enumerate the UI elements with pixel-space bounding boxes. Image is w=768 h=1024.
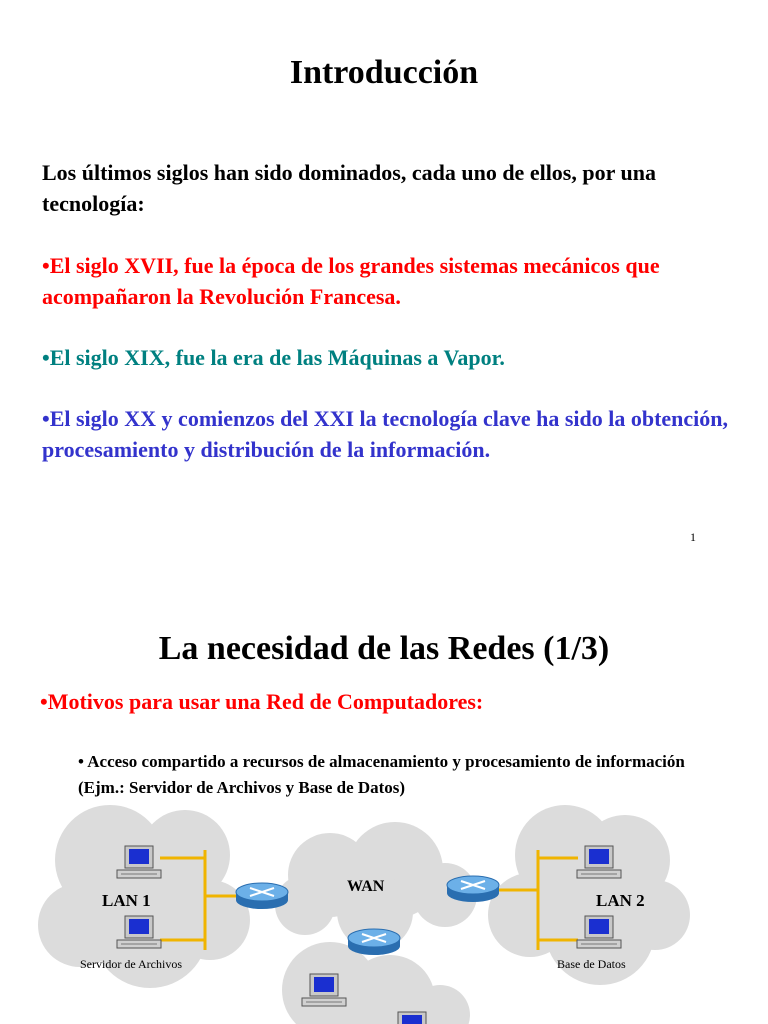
page-number: 1: [690, 530, 696, 544]
acceso-bullet: • Acceso compartido a recursos de almacenamiento y procesamiento de información (Ejm.: Servidor de Archivos y Base de Datos): [78, 752, 685, 797]
slide1-title: Introducción: [289, 54, 479, 91]
motivos-bullet: •Motivos para usar una Red de Computadores:: [40, 689, 484, 714]
lan2-label: LAN 2: [596, 891, 645, 910]
slide2-title: La necesidad de las Redes (1/3): [158, 630, 610, 667]
servidor-label: Servidor de Archivos: [80, 957, 182, 971]
intro-paragraph: Los últimos siglos han sido dominados, cada uno de ellos, por una tecnología:: [42, 160, 656, 216]
router-icon: [236, 883, 288, 909]
lan1-label: LAN 1: [102, 891, 151, 910]
wan-label: WAN: [347, 878, 385, 895]
base-datos-label: Base de Datos: [557, 957, 626, 971]
bullet-siglo-xix: •El siglo XIX, fue la era de las Máquinas a Vapor.: [42, 345, 505, 370]
router-icon: [447, 876, 499, 902]
bullet-siglo-xx: •El siglo XX y comienzos del XXI la tecnología clave ha sido la obtención, procesamiento y distribución de la información.: [42, 406, 729, 462]
router-icon: [348, 929, 400, 955]
network-diagram: [0, 800, 768, 1024]
bullet-siglo-xvii: •El siglo XVII, fue la época de los grandes sistemas mecánicos que acompañaron la Revolución Francesa.: [42, 253, 660, 309]
